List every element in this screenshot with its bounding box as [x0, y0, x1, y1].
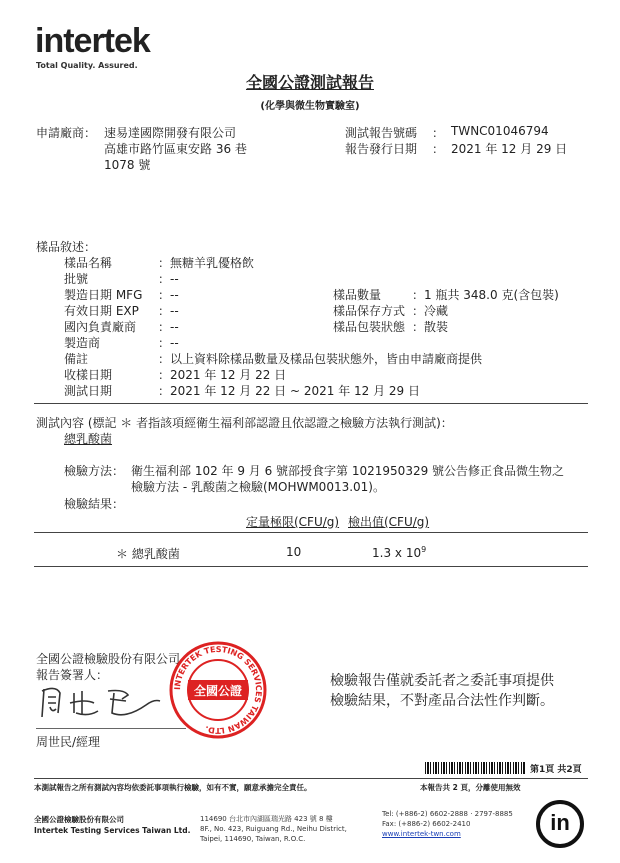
sample-field-value: ：-- [158, 288, 179, 302]
sample-field-label: 國內負責廠商 [64, 320, 137, 334]
sample-field-label: 樣品名稱 [64, 256, 113, 270]
sample-field-value: ：以上資料除樣品數量及樣品包裝狀態外，皆由申請廠商提供 [158, 352, 483, 366]
sample-field-value: ：-- [158, 272, 179, 286]
footer-notice-right: 本報告共 2 頁，分離使用無效 [420, 783, 521, 792]
footer-rule [34, 778, 588, 779]
sample-field-value: ：-- [158, 304, 179, 318]
sample-field-label: 製造日期 MFG [64, 288, 143, 302]
sample-field-label: 有效日期 EXP [64, 304, 139, 318]
report-date-colon: ： [432, 142, 445, 156]
method-line-2: 檢驗方法 - 乳酸菌之檢驗(MOHWM0013.01)。 [131, 480, 385, 494]
sample-field-value: ：無糖羊乳優格飲 [158, 256, 255, 270]
footer-company-cn: 全國公證檢驗股份有限公司 [34, 815, 124, 824]
footer-address-cn: 114690 台北市內湖區瑞光路 423 號 8 樓 [200, 815, 333, 823]
report-title: 全國公證測試報告 [245, 73, 374, 92]
seal-center-text: 全國公證 [193, 684, 243, 698]
sample-field-label: 收樣日期 [64, 368, 113, 382]
footer-company-en: Intertek Testing Services Taiwan Ltd. [34, 826, 191, 835]
sample-heading: 樣品敘述： [36, 240, 97, 254]
sample-field-label: 製造商 [64, 336, 101, 350]
signature-line [36, 728, 186, 729]
footer-address-en-2: Taipei, 114690, Taiwan, R.O.C. [200, 835, 306, 843]
sample-field-value: ：-- [158, 336, 179, 350]
sample-field-label: 測試日期 [64, 384, 113, 398]
intertek-logo: intertek [35, 22, 150, 60]
result-row-limit: 10 [286, 545, 302, 559]
disclaimer-line-2: 檢驗結果，不對產品合法性作判斷。 [330, 693, 554, 709]
sign-company: 全國公證檢驗股份有限公司 [36, 652, 181, 666]
footer-fax: Fax: (+886-2) 6602-2410 [382, 820, 471, 828]
footer-address-en-1: 8F., No. 423, Ruiguang Rd., Neihu District, [200, 825, 347, 833]
sample-field-label: 備註 [64, 352, 89, 366]
table-top-rule [34, 532, 588, 533]
sample-right-label: 樣品數量 [333, 288, 382, 302]
col-value-header: 檢出值(CFU/g) [348, 515, 430, 529]
report-number: TWNC01046794 [451, 124, 549, 138]
sample-right-label: 樣品包裝狀態 [333, 320, 406, 334]
logo-tagline: Total Quality. Assured. [36, 61, 138, 70]
signer-name-title: 周世民/經理 [36, 735, 101, 749]
applicant-label: 申請廠商： [36, 126, 97, 140]
footer-notice-left: 本測試報告之所有測試內容均依委託事項執行檢驗，如有不實，願意承擔完全責任。 [34, 783, 312, 792]
applicant-address-1: 高雄市路竹區東安路 36 巷 [104, 142, 247, 156]
section-divider [34, 403, 588, 404]
company-seal [168, 640, 268, 740]
sample-field-value: ：2021 年 12 月 22 日 ~ 2021 年 12 月 29 日 [158, 384, 421, 398]
sample-field-value: ：2021 年 12 月 22 日 [158, 368, 287, 382]
col-limit-header: 定量極限(CFU/g) [246, 515, 340, 529]
disclaimer-line-1: 檢驗報告僅就委託者之委託事項提供 [330, 673, 554, 689]
table-bottom-rule [34, 566, 588, 567]
report-date: 2021 年 12 月 29 日 [451, 142, 568, 156]
svg-text:INTERTEK TESTING SERVICES TAIW: INTERTEK TESTING SERVICES TAIWAN LTD. [172, 644, 264, 736]
sample-right-label: 樣品保存方式 [333, 304, 406, 318]
sample-right-value: ：1 瓶共 348.0 克(含包裝) [412, 288, 559, 302]
test-item: 總乳酸菌 [64, 432, 113, 446]
page-number: 第1頁 共2頁 [530, 765, 582, 775]
signer-label: 報告簽署人： [36, 668, 109, 682]
applicant-address-2: 1078 號 [104, 158, 151, 172]
report-number-colon: ： [432, 126, 445, 140]
sample-right-value: ：冷藏 [412, 304, 449, 318]
footer-website-link[interactable]: www.intertek-twn.com [382, 830, 461, 838]
barcode [425, 762, 525, 774]
applicant-name: 速易達國際開發有限公司 [104, 126, 237, 140]
test-content-line: 測試內容 (標記 ＊ 者指該項經衛生福利部認證且依認證之檢驗方法執行測試)： [36, 416, 453, 430]
sample-right-value: ：散裝 [412, 320, 449, 334]
result-row-value: 1.3 x $10^9$ [372, 545, 427, 560]
intertek-in-icon: in [536, 800, 584, 848]
result-row-name: ＊ 總乳酸菌 [116, 547, 180, 561]
sample-field-value: ：-- [158, 320, 179, 334]
sample-field-label: 批號 [64, 272, 89, 286]
method-label: 檢驗方法： [64, 464, 125, 478]
report-number-label: 測試報告號碼 [345, 126, 418, 140]
result-label: 檢驗結果： [64, 497, 125, 511]
report-date-label: 報告發行日期 [345, 142, 418, 156]
footer-tel: Tel: (+886-2) 6602-2888 · 2797-8885 [382, 810, 513, 818]
method-line-1: 衛生福利部 102 年 9 月 6 號部授食字第 1021950329 號公告修正食品微生物之 [131, 464, 565, 478]
handwritten-signature [36, 683, 166, 726]
report-subtitle: (化學與微生物實驗室) [260, 101, 360, 112]
